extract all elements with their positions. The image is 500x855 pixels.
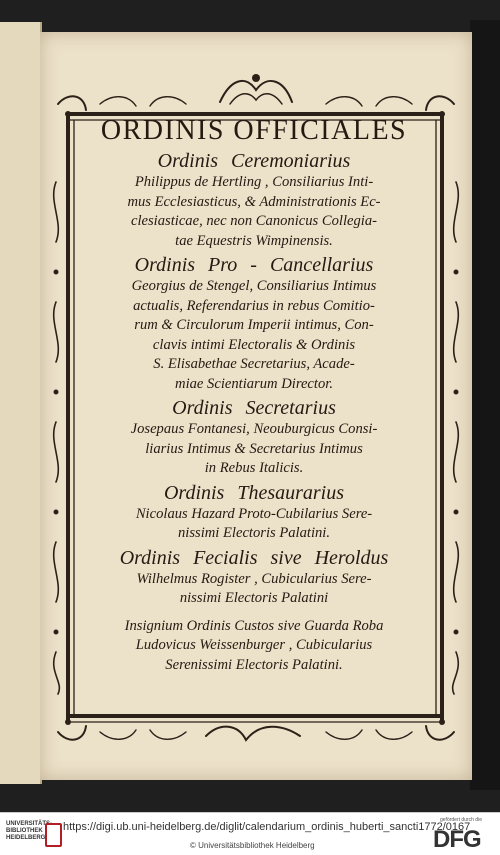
office-holder — [84, 420, 424, 479]
dfg-logo[interactable]: DFG — [433, 826, 481, 853]
text-line: miae Scientiarum Director. — [175, 375, 333, 392]
text-line: liarius Intimus & Secretarius Intimus — [145, 440, 363, 457]
office-heading: Ordinis Fecialis sive Heroldus — [119, 546, 389, 569]
text-line: rum & Circulorum Imperii intimus, Con- — [134, 317, 374, 333]
sponsor-label: gefördert durch die — [440, 817, 482, 823]
left-page-edge — [0, 22, 42, 784]
office-heading: Ordinis Pro - Cancellarius — [134, 254, 374, 276]
page-title: ORDINIS OFFICIALES — [100, 115, 408, 146]
text-line: tae Equestris Wimpinensis. — [175, 232, 333, 249]
text-line: Insignium Ordinis Custos sive Guarda Roba — [124, 617, 384, 634]
text-line: clesiasticae, nec non Canonicus Collegia- — [130, 213, 378, 229]
office-holder — [84, 617, 424, 676]
text-line: mus Ecclesiasticus, & Administrationis Ec- — [127, 193, 381, 210]
text-line: actualis, Referendarius in rebus Comitio- — [133, 297, 375, 314]
text-line: Wilhelmus Rogister , Cubicularius Sere- — [136, 570, 372, 587]
text-line: nissimi Electoris Palatini — [179, 590, 329, 606]
text-line: Serenissimi Electoris Palatini. — [165, 656, 343, 673]
page-text — [84, 115, 424, 675]
library-mark-icon — [45, 823, 62, 847]
viewer-footer — [0, 812, 500, 855]
office-heading: Ordinis Secretarius — [172, 397, 336, 419]
text-line: Ludovicus Weissenburger , Cubicularius — [135, 637, 373, 653]
office-holder — [84, 277, 424, 394]
text-line: Nicolaus Hazard Proto-Cubilarius Sere- — [135, 505, 373, 522]
office-holder — [84, 173, 424, 251]
text-line: Josepaus Fontanesi, Neouburgicus Consi- — [130, 421, 378, 437]
library-logo[interactable]: UNIVERSITÄTS- BIBLIOTHEK HEIDELBERG — [6, 821, 53, 841]
office-holder — [84, 505, 424, 544]
copyright-text: © Universitätsbibliothek Heidelberg — [190, 841, 315, 850]
text-line: Philippus de Hertling , Consiliarius Inti- — [134, 174, 374, 190]
text-line: clavis intimi Electoralis & Ordinis — [152, 336, 356, 353]
text-line: Georgius de Stengel, Consiliarius Intimus — [131, 278, 377, 294]
text-line: nissimi Electoris Palatini. — [177, 525, 331, 541]
right-page-shadow — [470, 20, 500, 790]
source-url-link[interactable]: https://digi.ub.uni-heidelberg.de/diglit/calendarium_ordinis_huberti_sancti1772/0167 — [63, 821, 471, 833]
office-holder — [84, 570, 424, 609]
office-heading: Ordinis Thesaurarius — [163, 481, 345, 504]
text-line: S. Elisabethae Secretarius, Acade- — [153, 356, 355, 372]
text-line: in Rebus Italicis. — [204, 460, 304, 476]
office-heading: Ordinis Ceremoniarius — [157, 150, 351, 172]
